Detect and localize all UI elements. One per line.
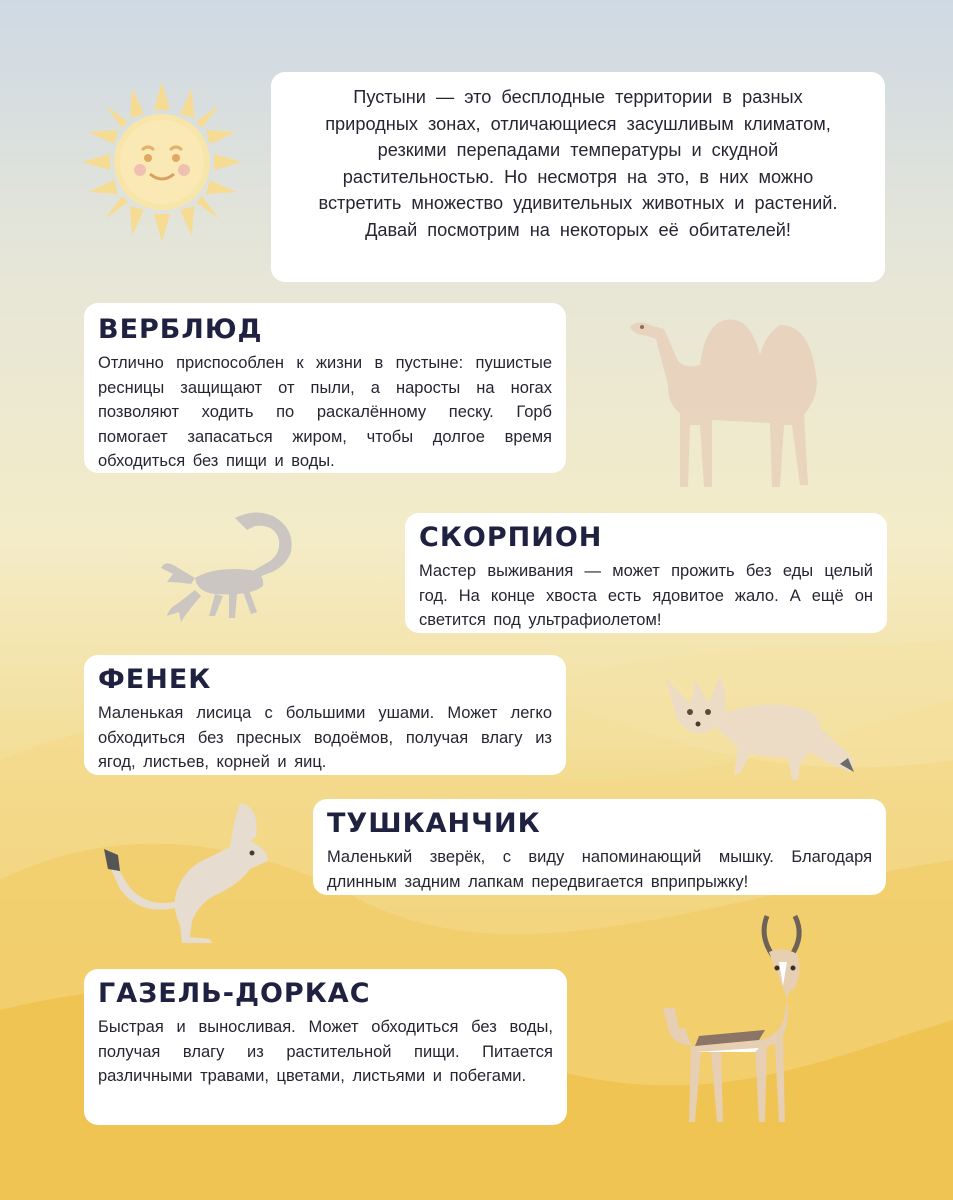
fennec-icon: [660, 668, 870, 786]
scorpion-title: СКОРПИОН: [419, 522, 603, 553]
gazelle-title: ГАЗЕЛЬ-ДОРКАС: [98, 978, 371, 1009]
camel-title: ВЕРБЛЮД: [98, 314, 263, 345]
scorpion-description: Мастер выживания — может прожить без еды целый год. На конце хвоста есть ядовитое жало. А ещё он светится под ультрафиолетом!: [419, 562, 873, 629]
jerboa-description: Маленький зверёк, с виду напоминающий мышку. Благодаря длинным задним лапкам передвигается вприпрыжку!: [327, 848, 872, 891]
gazelle-icon: [655, 912, 835, 1130]
camel-card: [84, 303, 566, 473]
fennec-title: ФЕНЕК: [98, 664, 212, 695]
fennec-description: Маленькая лисица с большими ушами. Может легко обходиться без пресных водоёмов, получая влагу из ягод, листьев, корней и яиц.: [98, 704, 552, 771]
jerboa-card: [313, 799, 886, 895]
scorpion-icon: [155, 508, 305, 628]
intro-card: [271, 72, 885, 282]
scorpion-card: [405, 513, 887, 633]
gazelle-description: Быстрая и выносливая. Может обходиться без воды, получая влагу из растительной пищи. Питается различными травами, цветами, листьями и побегами.: [98, 1018, 553, 1085]
gazelle-card: [84, 969, 567, 1125]
camel-icon: [620, 305, 835, 495]
sun-icon: [82, 82, 242, 242]
jerboa-title: ТУШКАНЧИК: [327, 808, 541, 839]
camel-description: Отлично приспособлен к жизни в пустыне: пушистые ресницы защищают от пыли, а наросты на ногах позволяют ходить по раскалённому песку. Горб помогает запасаться жиром, чтобы долгое время обходиться без пищи и воды.: [98, 354, 552, 470]
intro-text: Пустыни — это бесплодные территории в разных природных зонах, отличающиеся засушливым климатом, резкими перепадами температуры и скудной растительностью. Но несмотря на это, в них можно встретить множество удивительных животных и растений. Давай посмотрим на некоторых её обитателей!: [318, 87, 838, 240]
fennec-card: [84, 655, 566, 775]
jerboa-icon: [100, 797, 280, 947]
